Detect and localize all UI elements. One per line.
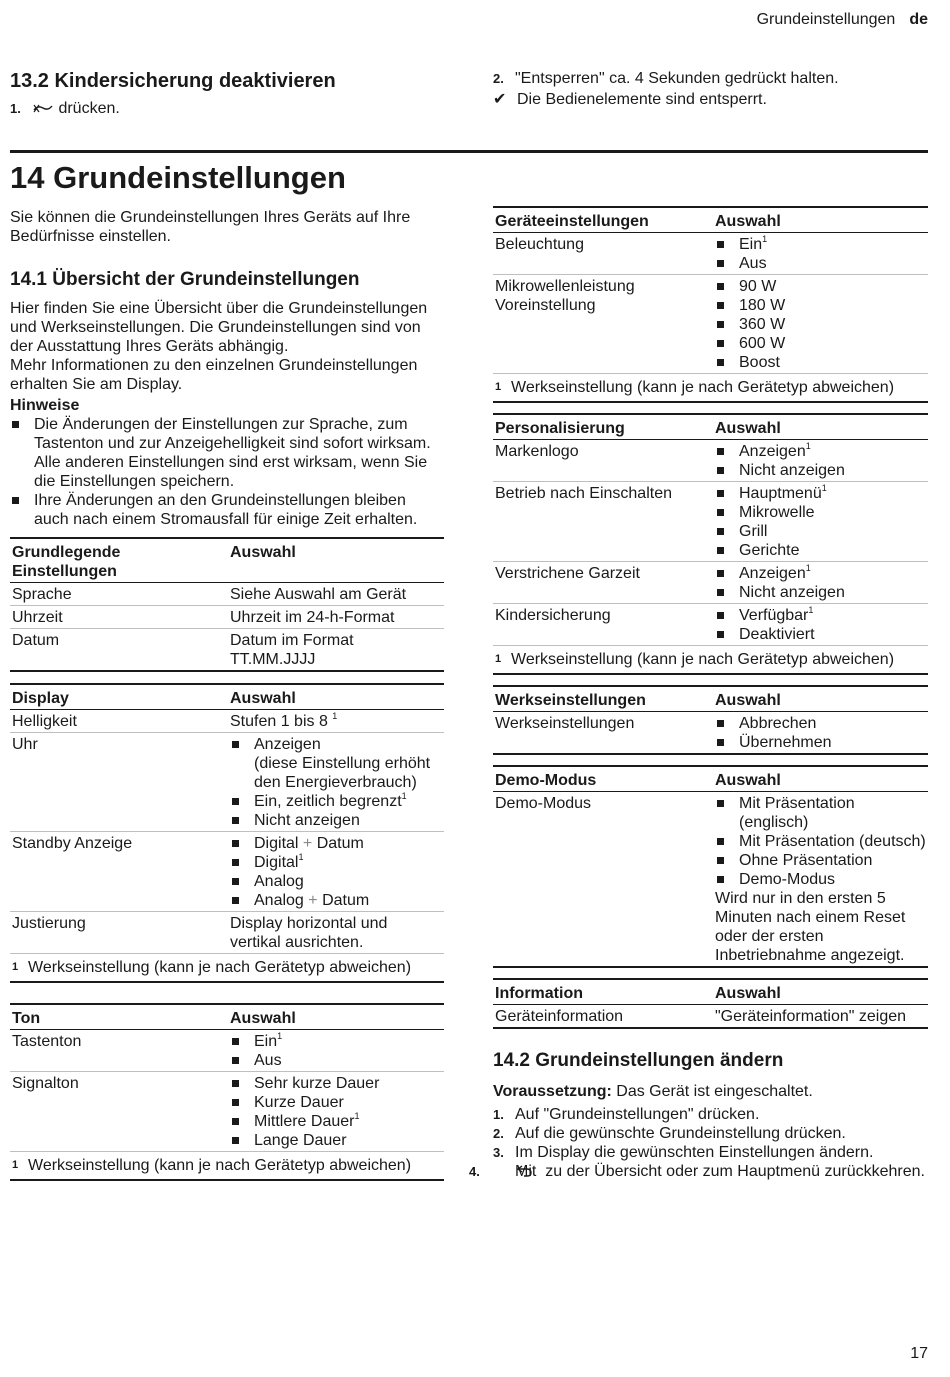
setting-value — [228, 710, 444, 733]
prerequisite-label: Voraussetzung: — [493, 1083, 612, 1100]
setting-name: Werkseinstellungen — [493, 712, 713, 755]
setting-name: Datum — [10, 629, 228, 672]
table-row — [493, 562, 928, 604]
option-text: Anzeigen — [739, 565, 806, 582]
table-header: Auswahl — [713, 979, 928, 1005]
table-row — [493, 1005, 928, 1029]
footnote-text: Werkseinstellung (kann je nach Gerätetyp abweichen) — [511, 379, 895, 396]
setting-value: Display horizontal und vertikal ausrichten. — [228, 912, 444, 954]
option-text: Datum — [316, 835, 364, 852]
option-item: Nicht anzeigen — [715, 461, 926, 480]
plus-icon: + — [302, 835, 313, 852]
option-item: Nicht anzeigen — [230, 811, 442, 830]
option-text: Anzeigen — [739, 443, 806, 460]
footnote-mark: 1 — [495, 381, 502, 393]
setting-options — [713, 233, 928, 275]
step-text: Mit — [515, 1163, 541, 1180]
table-device-settings — [493, 206, 928, 374]
header-section: Grundeinstellungen — [756, 11, 896, 28]
option-item: 360 W — [715, 315, 926, 334]
step-item — [493, 1105, 928, 1124]
footnote-mark: 1 — [277, 1030, 283, 1041]
section-14-1-title: 14.1 Übersicht der Grundeinstellungen — [10, 269, 360, 290]
setting-options — [713, 440, 928, 482]
setting-options — [228, 1030, 444, 1072]
option-text: Stufen 1 bis 8 — [230, 713, 328, 730]
setting-name: Markenlogo — [493, 440, 713, 482]
step-number: 3. — [493, 1145, 504, 1160]
overview-paragraph: Hier finden Sie eine Übersicht über die Grundeinstellungen und Werkseinstellungen. Die Grundeinstellungen sind von der Ausstattung Ihres Geräts abhängig. — [10, 300, 428, 355]
running-header — [757, 10, 928, 29]
option-item: Übernehmen — [715, 733, 926, 752]
option-item: Deaktiviert — [715, 625, 926, 644]
step-text: zu der Übersicht oder zum Hauptmenü zurückkehren. — [540, 1163, 925, 1180]
prerequisite — [493, 1082, 928, 1101]
option-item — [715, 484, 926, 503]
setting-name: Uhr — [10, 733, 228, 832]
step-number: 1. — [10, 101, 21, 116]
table-information — [493, 978, 928, 1029]
table-row — [10, 1072, 444, 1152]
setting-value: "Geräteinformation" zeigen — [713, 1005, 928, 1029]
table-header: Display — [10, 684, 228, 710]
footnote-mark: 1 — [401, 790, 407, 801]
step-text: Im Display die gewünschten Einstellungen ändern. — [515, 1144, 874, 1161]
option-text: Digital — [254, 854, 299, 871]
table-personalization — [493, 413, 928, 646]
right-column — [469, 206, 928, 1183]
table-header: Auswahl — [713, 414, 928, 440]
table-row — [10, 1030, 444, 1072]
step-number: 2. — [493, 1126, 504, 1141]
table-header: Auswahl — [713, 766, 928, 792]
header-language: de — [909, 11, 928, 28]
table-footnote — [493, 374, 928, 403]
option-item: Grill — [715, 522, 926, 541]
option-item — [715, 235, 926, 254]
result-text: Die Bedienelemente sind entsperrt. — [517, 91, 767, 108]
footnote-mark: 1 — [495, 653, 502, 665]
option-item — [230, 853, 442, 872]
setting-options — [713, 275, 928, 374]
table-header: Grundlegende Einstellungen — [10, 538, 228, 583]
table-header: Werkseinstellungen — [493, 686, 713, 712]
option-item: Demo-Modus — [715, 870, 926, 889]
option-item: Lange Dauer — [230, 1131, 442, 1150]
option-text: Ein — [254, 1033, 278, 1050]
setting-name: Betrieb nach Einschalten — [493, 482, 713, 562]
chapter-divider — [10, 150, 928, 153]
step-number: 4. — [469, 1164, 480, 1179]
option-item — [230, 834, 442, 853]
option-item — [230, 792, 442, 811]
table-demo-mode — [493, 765, 928, 968]
option-text: Verfügbar — [739, 607, 809, 624]
prerequisite-text: Das Gerät ist eingeschaltet. — [611, 1083, 813, 1100]
footnote-mark: 1 — [354, 1110, 360, 1121]
step-text: drücken. — [54, 100, 120, 117]
setting-value: Siehe Auswahl am Gerät — [228, 583, 444, 606]
option-text: Analog — [254, 892, 304, 909]
footnote-mark: 1 — [298, 851, 304, 862]
section-13-2-title: 13.2 Kindersicherung deaktivieren — [10, 70, 336, 92]
step-1 — [10, 99, 450, 120]
footnote-mark: 1 — [12, 1159, 19, 1171]
table-footnote — [493, 646, 928, 675]
option-item — [230, 891, 442, 910]
setting-value: Uhrzeit im 24-h-Format — [228, 606, 444, 629]
option-item: 180 W — [715, 296, 926, 315]
note-item: Ihre Änderungen an den Grundeinstellungen bleiben auch nach einem Stromausfall für einige Zeit erhalten. — [10, 491, 444, 529]
setting-name: Uhrzeit — [10, 606, 228, 629]
step-result — [493, 90, 928, 109]
setting-name: Geräteinformation — [493, 1005, 713, 1029]
setting-options — [713, 562, 928, 604]
setting-name: Tastenton — [10, 1030, 228, 1072]
setting-options — [713, 792, 928, 968]
option-item: Mikrowelle — [715, 503, 926, 522]
option-item: Analog — [230, 872, 442, 891]
option-item — [715, 606, 926, 625]
table-row — [493, 792, 928, 968]
table-header: Demo-Modus — [493, 766, 713, 792]
option-item: Ohne Präsentation — [715, 851, 926, 870]
option-item — [230, 735, 442, 792]
table-footnote — [10, 1152, 444, 1181]
step-item — [493, 1143, 928, 1162]
option-item: Mit Präsentation (deutsch) — [715, 832, 926, 851]
table-row — [493, 712, 928, 755]
note-item: Die Änderungen der Einstellungen zur Sprache, zum Tastenton und zur Anzeigehelligkeit sind sofort wirksam. Alle anderen Einstellungen sind erst wirksam, wenn Sie die Einstellungen speichern. — [10, 415, 444, 491]
table-basic-settings — [10, 537, 444, 672]
notes-heading: Hinweise — [10, 397, 80, 414]
step-item — [493, 1124, 928, 1143]
table-row — [10, 733, 444, 832]
step-text: "Entsperren" ca. 4 Sekunden gedrückt halten. — [515, 70, 839, 87]
table-row — [10, 606, 444, 629]
option-note: (diese Einstellung erhöht den Energieverbrauch) — [254, 755, 431, 791]
setting-name: Helligkeit — [10, 710, 228, 733]
table-footnote — [10, 954, 444, 983]
page-number: 17 — [910, 1345, 928, 1362]
table-row — [10, 912, 444, 954]
setting-value: Datum im Format TT.MM.JJJJ — [228, 629, 444, 672]
table-row — [10, 629, 444, 672]
table-header: Personalisierung — [493, 414, 713, 440]
option-item: 600 W — [715, 334, 926, 353]
option-item: 90 W — [715, 277, 926, 296]
option-item: Aus — [715, 254, 926, 273]
setting-name: Sprache — [10, 583, 228, 606]
option-item — [230, 1112, 442, 1131]
left-column — [10, 208, 444, 1181]
table-header: Auswahl — [713, 207, 928, 233]
setting-name: Signalton — [10, 1072, 228, 1152]
setting-options — [228, 733, 444, 832]
option-item: Nicht anzeigen — [715, 583, 926, 602]
setting-name: Kindersicherung — [493, 604, 713, 646]
step-2 — [493, 69, 928, 88]
table-header: Auswahl — [228, 684, 444, 710]
more-info-paragraph: Mehr Informationen zu den einzelnen Grundeinstellungen erhalten Sie am Display. — [10, 357, 418, 393]
setting-name: Demo-Modus — [493, 792, 713, 968]
chapter-intro: Sie können die Grundeinstellungen Ihres Geräts auf Ihre Bedürfnisse einstellen. — [10, 209, 411, 245]
setting-options — [713, 712, 928, 755]
setting-name: Mikrowellenleistung Voreinstellung — [493, 275, 713, 374]
footnote-mark: 1 — [805, 440, 811, 451]
footnote-mark: 1 — [821, 482, 827, 493]
option-item: Sehr kurze Dauer — [230, 1074, 442, 1093]
option-item: Gerichte — [715, 541, 926, 560]
table-display — [10, 683, 444, 954]
setting-options — [228, 1072, 444, 1152]
table-header: Information — [493, 979, 713, 1005]
option-text: Hauptmenü — [739, 485, 822, 502]
table-row — [493, 440, 928, 482]
setting-name: Verstrichene Garzeit — [493, 562, 713, 604]
option-item: Boost — [715, 353, 926, 372]
check-icon: ✔ — [493, 91, 507, 108]
option-text: Mittlere Dauer — [254, 1113, 355, 1130]
table-sound — [10, 1003, 444, 1152]
table-header: Geräteeinstellungen — [493, 207, 713, 233]
table-row — [493, 604, 928, 646]
table-header: Auswahl — [228, 538, 444, 583]
footnote-mark: 1 — [762, 233, 768, 244]
option-item — [230, 1032, 442, 1051]
demo-mode-note: Wird nur in den ersten 5 Minuten nach einem Reset oder der ersten Inbetriebnahme angezeigt. — [715, 890, 906, 964]
footnote-text: Werkseinstellung (kann je nach Gerätetyp abweichen) — [28, 1157, 412, 1174]
option-text: Anzeigen — [254, 736, 321, 753]
step-number: 1. — [493, 1107, 504, 1122]
option-text: Datum — [322, 892, 370, 909]
option-item — [715, 564, 926, 583]
setting-options — [228, 832, 444, 912]
footnote-mark: 1 — [332, 710, 338, 721]
table-header: Auswahl — [228, 1004, 444, 1030]
step-item — [469, 1162, 928, 1183]
plus-icon: + — [308, 892, 318, 909]
option-item: Kurze Dauer — [230, 1093, 442, 1112]
setting-options — [713, 482, 928, 562]
option-text: Ein, zeitlich begrenzt — [254, 793, 402, 810]
table-row — [493, 482, 928, 562]
option-item: Mit Präsentation (englisch) — [715, 794, 926, 832]
footnote-mark: 1 — [808, 604, 814, 615]
chapter-title: 14 Grundeinstellungen — [10, 160, 346, 195]
setting-name: Beleuchtung — [493, 233, 713, 275]
footnote-text: Werkseinstellung (kann je nach Gerätetyp abweichen) — [28, 959, 412, 976]
table-header: Auswahl — [713, 686, 928, 712]
step-text: Auf "Grundeinstellungen" drücken. — [515, 1106, 760, 1123]
step-text: Auf die gewünschte Grundeinstellung drücken. — [515, 1125, 846, 1142]
table-row — [10, 832, 444, 912]
footnote-mark: 1 — [805, 562, 811, 573]
footnote-mark: 1 — [12, 961, 19, 973]
table-row — [10, 710, 444, 733]
table-row — [10, 583, 444, 606]
table-row — [493, 275, 928, 374]
option-item: Abbrechen — [715, 714, 926, 733]
section-14-2-title: 14.2 Grundeinstellungen ändern — [493, 1050, 784, 1071]
section-13-2-continued — [493, 69, 928, 109]
setting-options — [713, 604, 928, 646]
option-item: Aus — [230, 1051, 442, 1070]
option-text: Digital — [254, 835, 299, 852]
setting-name: Standby Anzeige — [10, 832, 228, 912]
table-header: Ton — [10, 1004, 228, 1030]
setting-name: Justierung — [10, 912, 228, 954]
table-row — [493, 233, 928, 275]
table-factory-settings — [493, 685, 928, 755]
step-number: 2. — [493, 71, 504, 86]
lock-key-icon — [32, 101, 54, 120]
option-text: Ein — [739, 236, 763, 253]
option-item — [715, 442, 926, 461]
footnote-text: Werkseinstellung (kann je nach Gerätetyp abweichen) — [511, 651, 895, 668]
section-13-2 — [10, 69, 450, 120]
